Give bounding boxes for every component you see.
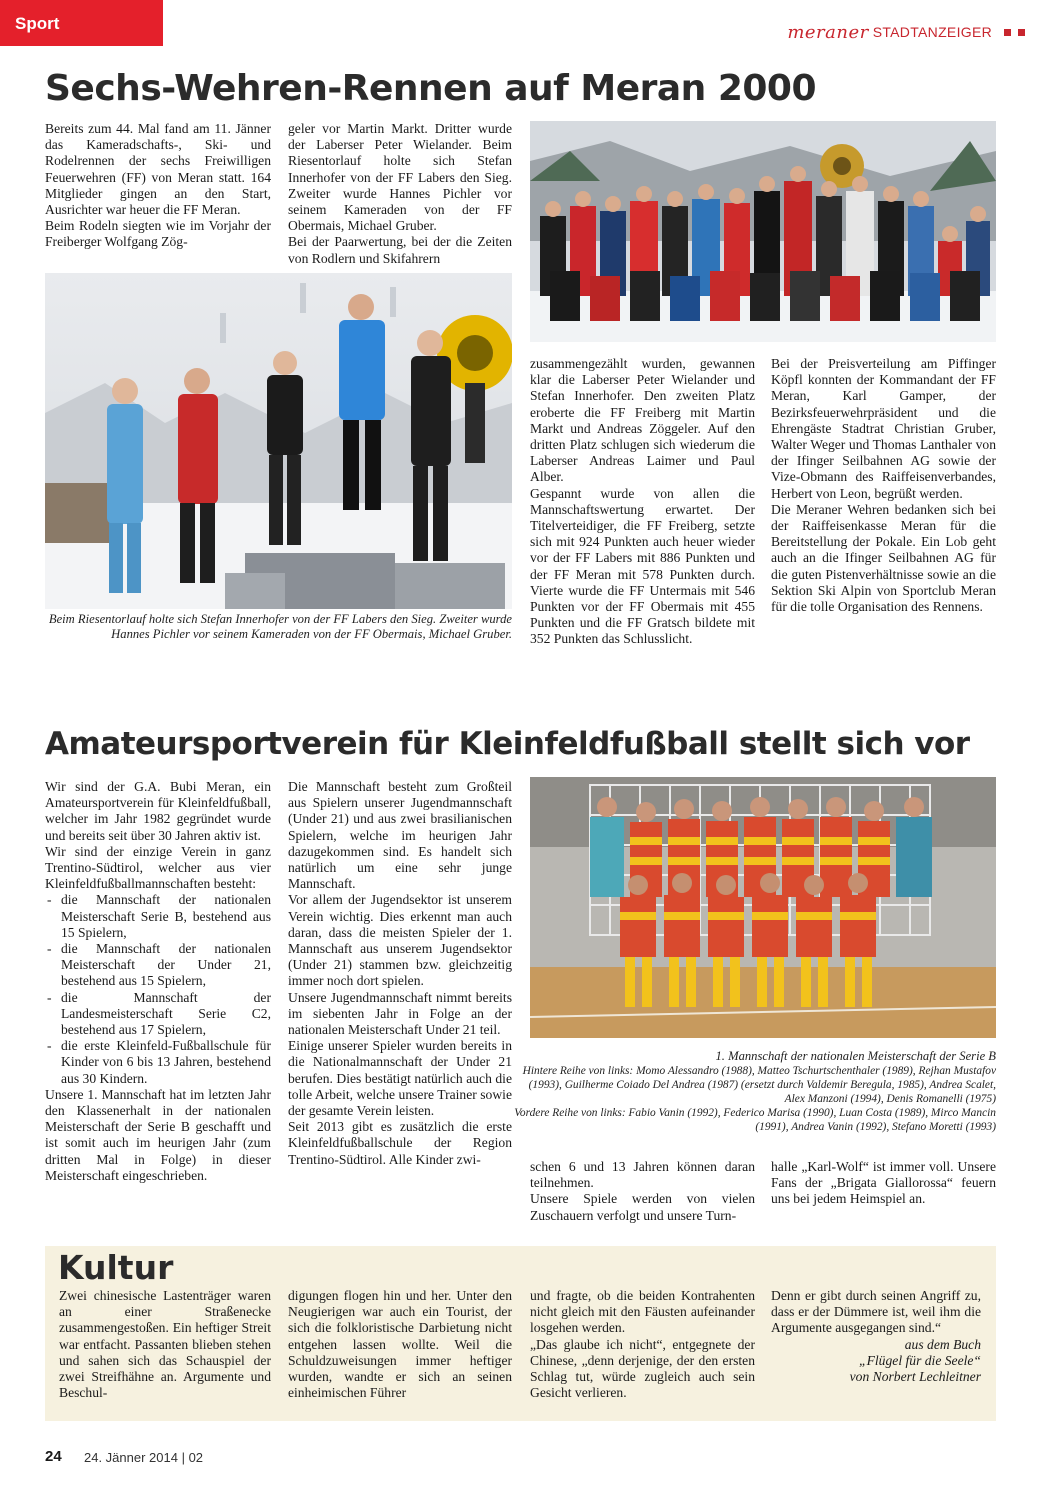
kultur-source-3: von Norbert Lechleitner	[849, 1369, 981, 1385]
kultur-col3	[530, 1288, 755, 1401]
article1-col2-p2: Bei der Paarwertung, bei der die Zeiten von Rodlern und Skifahrern	[288, 234, 512, 266]
article1-col4-p2: Die Meraner Wehren bedanken sich bei der Raiffeisenkasse Meran für die Bereitstellung der Pokale. Ein Lob geht auch an die Ifinger Seilbahnen AG für die guten Pistenverhältnisse sowie an die Sektion Ski Alpin von Sportclub Meran für die tolle Organisation des Rennens.	[771, 501, 996, 615]
section-tab-label: Sport	[15, 14, 60, 33]
article2-col1-p2: Wir sind der einzige Verein in ganz Trentino-Südtirol, welcher aus vier Kleinfeldfußballmannschaften besteht:	[45, 843, 271, 892]
article1-col4	[771, 356, 996, 615]
list-item: - die erste Kleinfeld-Fußballschule für Kinder von 6 bis 13 Jahren, bestehend aus 30 Kindern.	[45, 1038, 271, 1087]
kultur-col3-p1: und fragte, ob die beiden Kontrahenten nicht gleich mit den Fäusten aufeinander losgehen werden.	[530, 1288, 755, 1336]
caption-title: 1. Mannschaft der nationalen Meisterschaft der Serie B	[715, 1049, 996, 1063]
article1-headline: Sechs-Wehren-Rennen auf Meran 2000	[45, 68, 817, 109]
article2-col3-p2: Unsere Spiele werden von vielen Zuschauern verfolgt und unsere Turn-	[530, 1191, 755, 1223]
kultur-title: Kultur	[58, 1248, 174, 1287]
article2-col4-p1: halle „Karl-Wolf“ ist immer voll. Unsere Fans der „Brigata Giallorossa“ feuern uns bei jedem Heimspiel an.	[771, 1159, 996, 1207]
masthead-script: meraner	[787, 21, 869, 43]
list-item: - die Mannschaft der nationalen Meisterschaft der Under 21, bestehend aus 15 Spielern,	[45, 941, 271, 990]
group-photo	[530, 121, 996, 342]
kultur-col1-p1: Zwei chinesische Lastenträger waren an einer Straßenecke zusammengestoßen. Ein heftiger Streit war entfacht. Passanten blieben stehen und sahen sich das Schauspiel der zwei Streifhähne an. Argumente und Beschul-	[59, 1288, 271, 1401]
article2-col3	[530, 1159, 755, 1224]
article2-col3-p1: schen 6 und 13 Jahren können daran teilnehmen.	[530, 1159, 755, 1191]
kultur-col4	[771, 1288, 981, 1385]
article2-col1-p3: Unsere 1. Mannschaft hat im letzten Jahr den Klassenerhalt in der nationalen Meisterschaft der Serie B geschafft und ist somit auch im heurigen Jahr (zum dritten Mal in Folge) in dieser Meisterschaft eingeschrieben.	[45, 1086, 271, 1183]
masthead-name: STADTANZEIGER	[872, 24, 992, 40]
section-tab	[0, 0, 163, 46]
kultur-col4-p1: Denn er gibt durch seinen Angriff zu, dass er der Dümmere ist, weil ihm die Argumente ausgegangen sind.“	[771, 1288, 981, 1336]
article2-caption	[513, 1049, 996, 1134]
article2-col2-p3: Unsere Jugendmannschaft nimmt bereits im siebenten Jahr in Folge an der nationalen Meisterschaft Under 21 teil.	[288, 989, 512, 1038]
article2-col1-p1: Wir sind der G.A. Bubi Meran, ein Amateursportverein für Kleinfeldfußball, welcher im Jahr 1982 gegründet wurde und bereits seit über 30 Jahren aktiv ist.	[45, 779, 271, 843]
article2-col2-p1: Die Mannschaft besteht zum Großteil aus Spielern unserer Jugendmannschaft (Under 21) und aus zwei brasilianischen Spielern, welche im heurigen Jahr dazugekommen sind. Es handelt sich natürlich um eine sehr junge Mannschaft.	[288, 779, 512, 892]
kultur-col2-p1: digungen flogen hin und her. Unter den Neugierigen war auch ein Tourist, der sich die folkloristische Darbietung nicht entgehen lassen wollte. Weil die Schuldzuweisungen immer heftiger wurden, wandte er sich an seinen einheimischen Führer	[288, 1288, 512, 1401]
article1-col1-p2: Beim Rodeln siegten wie im Vorjahr der Freiberger Wolfgang Zög-	[45, 218, 271, 250]
kultur-col1	[59, 1288, 271, 1401]
article1-col3-p2: Gespannt wurde von allen die Mannschaftswertung erwartet. Der Titelverteidiger, die FF Freiberg, setzte sich mit 924 Punkten auch heuer wieder vor der FF Labers mit 886 Punkten und der FF Meran mit 578 Punkten durch. Vierte wurde die FF Untermais mit 546 Punkten vor der FF Obermais mit 455 Punkten und die FF Gratsch bildete mit 352 Punkten das Schlusslicht.	[530, 485, 755, 647]
article2-col2-p4: Einige unserer Spieler wurden bereits in die Nationalmannschaft der Under 21 berufen. Dies bestätigt natürlich auch die tolle Arbeit, welche unsere Trainer sowie der gesamte Verein leisten.	[288, 1038, 512, 1119]
article2-col2	[288, 779, 512, 1168]
article1-col2	[288, 121, 512, 267]
article2-col1	[45, 779, 271, 1184]
article1-col1-p1: Bereits zum 44. Mal fand am 11. Jänner das Kameradschafts-, Ski- und Rodelrennen der sechs Freiwilligen Feuerwehren (FF) von Meran statt. 164 Mitglieder gingen an den Start, Ausrichter war heuer die FF Meran.	[45, 121, 271, 218]
article1-col1	[45, 121, 271, 251]
list-item: - die Mannschaft der Landesmeisterschaft Serie C2, bestehend aus 17 Spielern,	[45, 990, 271, 1039]
article2-headline: Amateursportverein für Kleinfeldfußball stellt sich vor	[45, 726, 970, 762]
team-photo	[530, 777, 996, 1038]
kultur-col2	[288, 1288, 512, 1401]
page-number: 24	[45, 1448, 62, 1465]
list-item: - die Mannschaft der nationalen Meisterschaft Serie B, bestehend aus 15 Spielern,	[45, 892, 271, 941]
masthead-square-icon	[1004, 29, 1011, 36]
issue-date: 24. Jänner 2014 | 02	[84, 1450, 204, 1465]
kultur-source-2: „Flügel für die Seele“	[859, 1352, 981, 1368]
article2-col4	[771, 1159, 996, 1208]
kultur-col3-p2: „Das glaube ich nicht“, entgegnete der Chinese, „denn derjenige, der den ersten Schlag tut, würde zugleich auch sein Gesicht verlieren.	[530, 1336, 755, 1401]
podium-photo	[45, 273, 512, 609]
article2-col2-p2: Vor allem der Jugendsektor ist unserem Verein wichtig. Dies erkennt man auch daran, dass die meisten Spieler der 1. Mannschaft aus unserem Jugendsektor (Under 21) stammen bzw. gleichzeitig immer noch dort spielen.	[288, 892, 512, 989]
article1-col4-p1: Bei der Preisverteilung am Piffinger Köpfl konnten der Kommandant der FF Meran, Karl Gamper, der Bezirksfeuerwehrpräsident und die Ehrengäste Stadtrat Christian Gruber, Walter Weger und Thomas Lanthaler von der Ifinger Seilbahnen AG sowie der Vize-Obmann des Raiffeisenverbandes, Herbert von Leon, begrüßt werden.	[771, 356, 996, 501]
caption-front-row: Vordere Reihe von links: Fabio Vanin (1992), Federico Marisa (1990), Luan Costa (1989), Mirco Mancin (1991), Andrea Vanin (1992), Stefano Moretti (1993)	[514, 1107, 996, 1133]
kultur-source-1: aus dem Buch	[904, 1336, 981, 1352]
article1-col2-p1: geler vor Martin Markt. Dritter wurde der Laberser Peter Wielander. Beim Riesentorlauf holte sich Stefan Innerhofer von der FF Labers den Sieg. Zweiter wurde Hannes Pichler vor seinem Kameraden von der FF Obermais, Michael Gruber.	[288, 121, 512, 234]
caption-back-row: Hintere Reihe von links: Momo Alessandro (1988), Matteo Tschurtschenthaler (1989), Rejhan Mustafov (1993), Guilherme Coiado Del Andrea (1987) (ersetzt durch Valdemir Beregula, 1985), Andrea Scalet, Alex Manzoni (1994), Denis Romanelli (1975)	[522, 1065, 996, 1105]
article1-caption: Beim Riesentorlauf holte sich Stefan Innerhofer von der FF Labers den Sieg. Zweiter wurde Hannes Pichler vor seinem Kameraden von der FF Obermais, Michael Gruber.	[48, 612, 512, 641]
masthead-square-icon	[1018, 29, 1025, 36]
article2-col2-p5: Seit 2013 gibt es zusätzlich die erste Kleinfeldfußballschule der Region Trentino-Südtirol. Alle Kinder zwi-	[288, 1119, 512, 1167]
article2-team-list	[45, 892, 271, 1086]
article1-col3-p1: zusammengezählt wurden, gewannen klar die Laberser Peter Wielander und Stefan Innerhofer. Den zweiten Platz eroberte die FF Freiberg mit Martin Markt und Andreas Zöggeler. Auf den dritten Platz schlugen sich wiederum die Laberser Andreas Laimer und Paul Alber.	[530, 356, 755, 485]
article1-col3	[530, 356, 755, 648]
masthead	[787, 22, 1025, 42]
